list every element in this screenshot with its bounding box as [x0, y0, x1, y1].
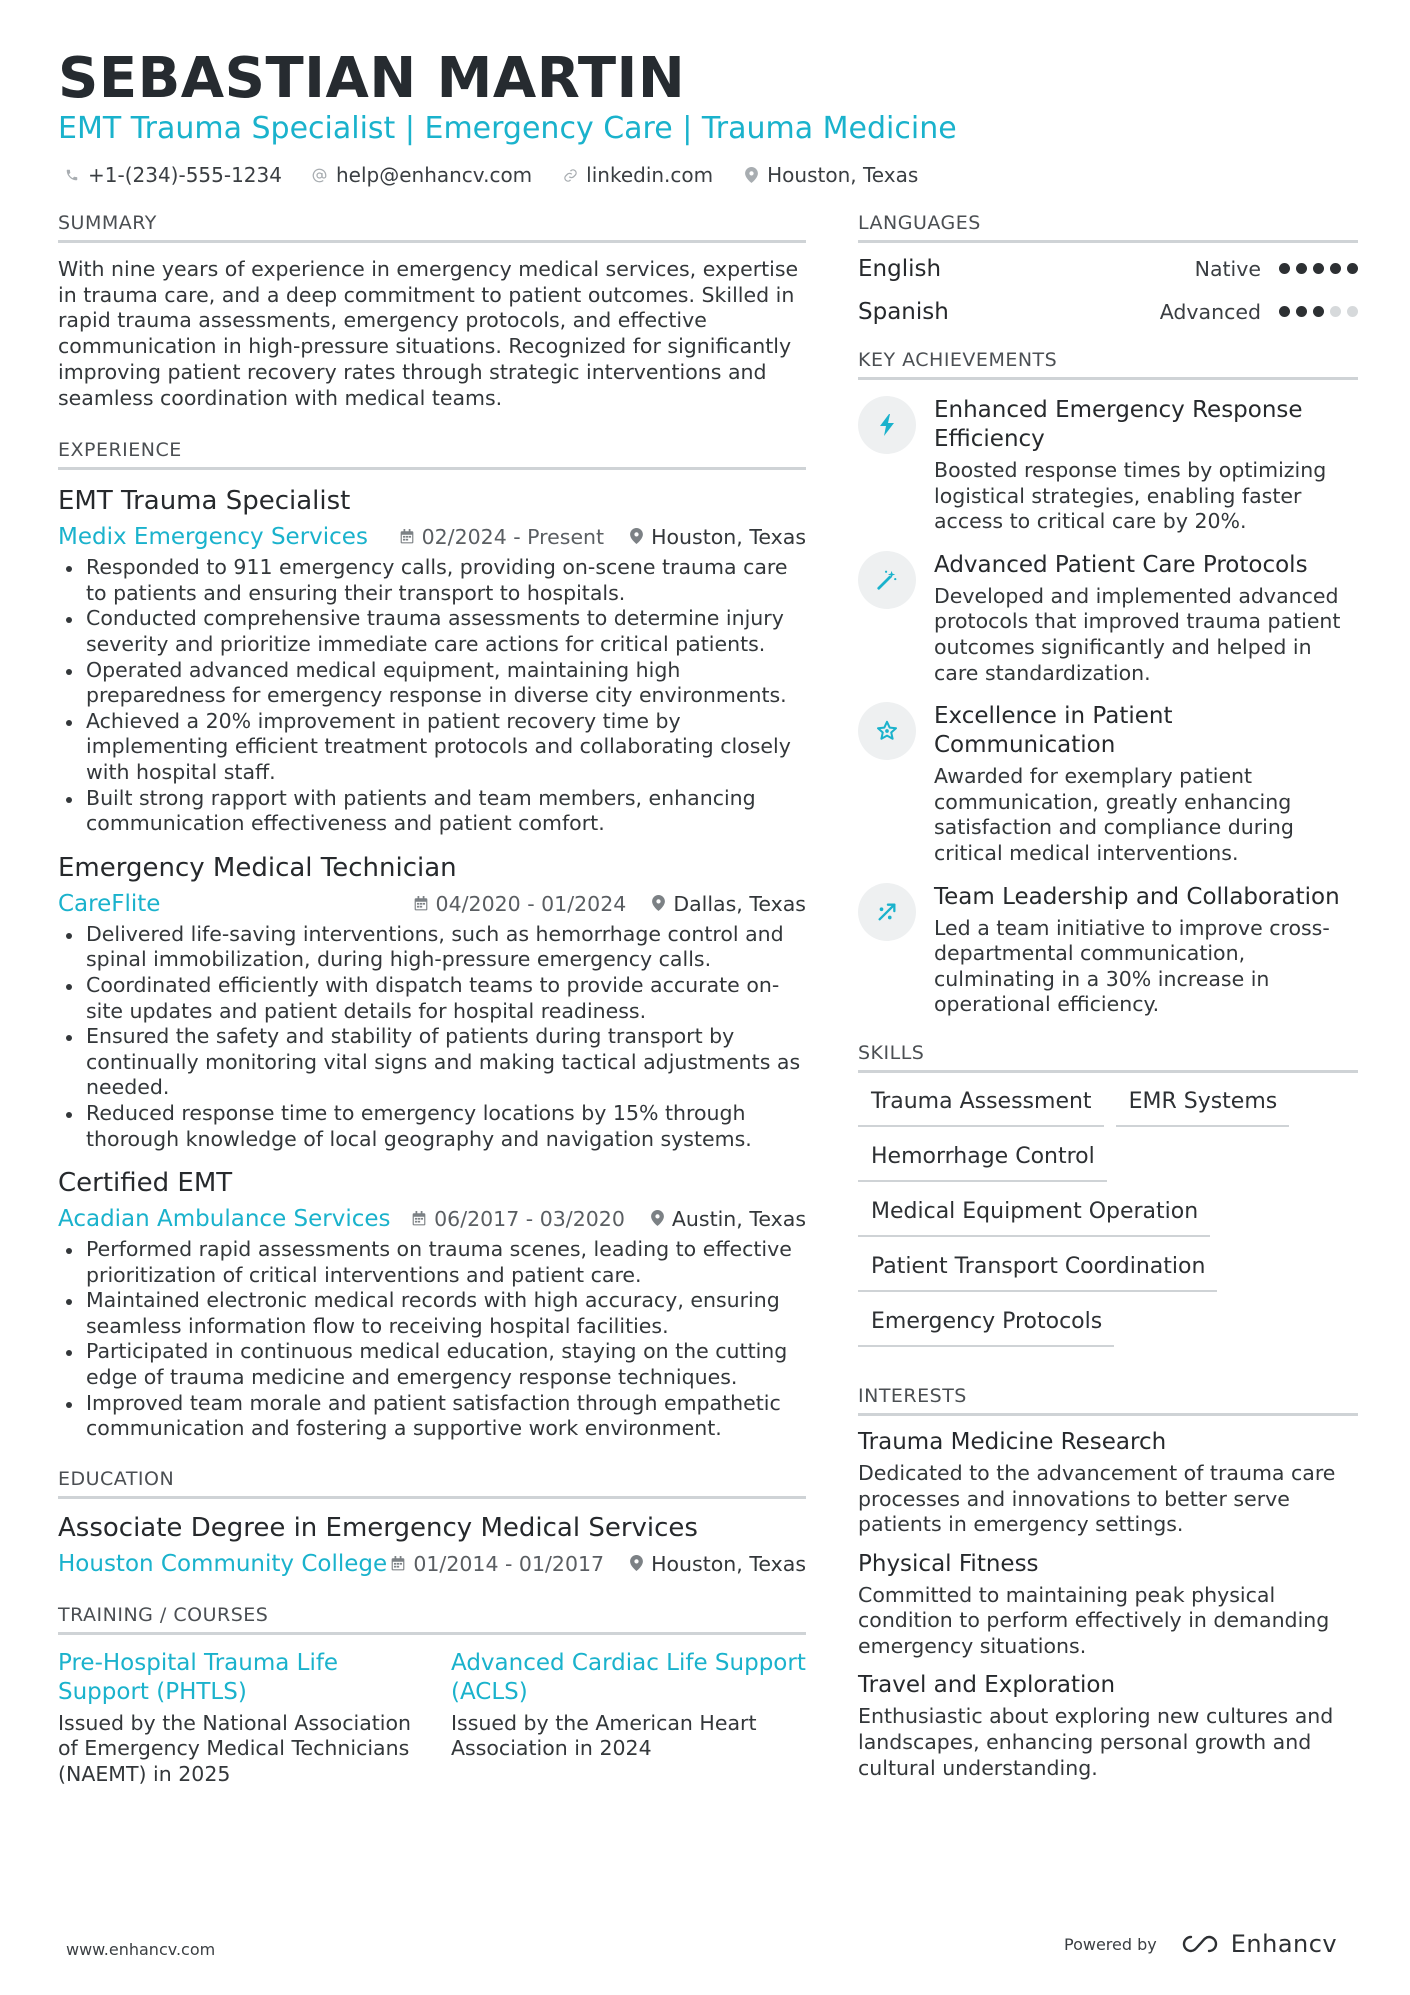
interest-title: Trauma Medicine Research: [858, 1428, 1167, 1455]
proficiency-dot-filled: [1296, 306, 1307, 317]
experience-heading: EXPERIENCE: [58, 437, 806, 470]
location-pin-icon: [652, 892, 665, 916]
course-item: [451, 1649, 806, 1788]
phone-text: +1-(234)-555-1234: [88, 163, 282, 187]
achievements-list: [858, 396, 1358, 1018]
job-bullet: Responded to 911 emergency calls, providing on-scene trauma care to patients and ensuring their transport to hospitals.: [58, 555, 806, 606]
job-bullet: Performed rapid assessments on trauma scenes, leading to effective prioritization of critical interventions and patient care.: [58, 1237, 806, 1288]
achievement-desc: Developed and implemented advanced protocols that improved trauma patient outcomes significantly and helped in care standardization.: [934, 583, 1341, 685]
education-location-text: Houston, Texas: [651, 1551, 806, 1576]
interest-desc: Enthusiastic about exploring new cultures and landscapes, enhancing personal growth and cultural understanding.: [858, 1704, 1334, 1780]
job-dates: [414, 892, 627, 916]
powered-by-label: Powered by: [1064, 1934, 1157, 1954]
school-name: Houston Community College: [58, 1550, 388, 1577]
education-entry: [58, 1511, 806, 1580]
proficiency-dot-filled: [1347, 263, 1358, 274]
skill-tag: Medical Equipment Operation: [858, 1197, 1210, 1237]
linkedin-text: linkedin.com: [586, 163, 714, 187]
contact-phone[interactable]: [64, 160, 282, 190]
star-icon: [858, 702, 916, 760]
summary-heading: SUMMARY: [58, 210, 806, 243]
education-meta: [58, 1548, 806, 1580]
skills-list: [858, 1087, 1358, 1347]
languages-heading: LANGUAGES: [858, 210, 1358, 243]
job-bullet: Reduced response time to emergency locations by 15% through thorough knowledge of local geography and navigation systems.: [58, 1101, 806, 1152]
achievement-desc: Awarded for exemplary patient communication, greatly enhancing satisfaction and compliance during critical medical interventions.: [934, 764, 1294, 865]
interest-title: Travel and Exploration: [858, 1672, 1116, 1699]
achievements-heading: KEY ACHIEVEMENTS: [858, 347, 1358, 380]
lightning-icon: [858, 396, 916, 454]
course-title: Advanced Cardiac Life Support (ACLS): [451, 1649, 806, 1705]
proficiency-dot-filled: [1296, 263, 1307, 274]
language-name: Spanish: [858, 298, 949, 325]
company-name: Acadian Ambulance Services: [58, 1206, 391, 1233]
language-level: Native: [1194, 256, 1261, 281]
company-name: Medix Emergency Services: [58, 524, 368, 551]
footer-site-link[interactable]: www.enhancv.com: [66, 1940, 216, 1959]
job-dates: [400, 525, 605, 549]
job-location: [652, 892, 806, 916]
job-location: [651, 1207, 806, 1231]
job-location-text: Austin, Texas: [671, 1207, 806, 1232]
proficiency-dot-empty: [1347, 306, 1358, 317]
phone-icon: [64, 167, 80, 183]
job-bullet: Participated in continuous medical education, staying on the cutting edge of trauma medicine and emergency response techniques.: [58, 1339, 806, 1390]
job-bullet: Conducted comprehensive trauma assessments to determine injury severity and prioritize immediate care actions for critical patients.: [58, 606, 806, 657]
proficiency-dots: [1279, 306, 1358, 317]
job-title: Certified EMT: [58, 1168, 233, 1199]
magic-wand-icon: [858, 551, 916, 609]
achievement-item: [858, 883, 1358, 1018]
job-bullet: Improved team morale and patient satisfaction through empathetic communication and fostering a supportive work environment.: [58, 1391, 806, 1442]
proficiency-dot-filled: [1313, 306, 1324, 317]
job-bullets: [58, 1237, 806, 1442]
contact-email[interactable]: [312, 160, 532, 190]
skill-tag: Trauma Assessment: [858, 1087, 1104, 1127]
training-list: [58, 1649, 806, 1788]
interest-desc: Dedicated to the advancement of trauma care processes and innovations to better serve patients in emergency settings.: [858, 1460, 1336, 1537]
achievement-desc: Boosted response times by optimizing logistical strategies, enabling faster access to critical care by 20%.: [934, 458, 1327, 534]
job-bullet: Delivered life-saving interventions, such as hemorrhage control and spinal immobilization, during high-pressure emergency calls.: [58, 922, 806, 973]
job-location-text: Dallas, Texas: [673, 891, 806, 916]
proficiency-dot-filled: [1279, 306, 1290, 317]
location-pin-icon: [651, 1207, 664, 1231]
course-title: Pre-Hospital Trauma Life Support (PHTLS): [58, 1649, 339, 1705]
job-dates-text: 06/2017 - 03/2020: [434, 1207, 625, 1232]
languages-list: [858, 247, 1358, 333]
skill-tag: EMR Systems: [1116, 1087, 1290, 1127]
achievement-title: Enhanced Emergency Response Efficiency: [934, 397, 1303, 452]
proficiency-dot-filled: [1313, 263, 1324, 274]
job-bullet: Operated advanced medical equipment, maintaining high preparedness for emergency response in diverse city environments.: [58, 658, 806, 709]
language-level: Advanced: [1159, 299, 1261, 324]
education-dates: [391, 1552, 604, 1576]
training-heading: TRAINING / COURSES: [58, 1602, 806, 1635]
summary-text: With nine years of experience in emergency medical services, expertise in trauma care, and a deep commitment to patient outcomes. Skilled in rapid trauma assessments, emergency protocols, and effective communication in high-pressure situations. Recognized for significantly improving patient recovery rates through strategic interventions and seamless coordination with medical teams.: [58, 257, 799, 410]
achievement-title: Team Leadership and Collaboration: [934, 883, 1340, 910]
job-location: [630, 525, 806, 549]
education-heading: EDUCATION: [58, 1466, 806, 1499]
job-bullets: [58, 922, 806, 1152]
interest-item: [858, 1671, 1358, 1781]
achievement-item: [858, 551, 1358, 686]
skills-heading: SKILLS: [858, 1040, 1358, 1073]
contact-bar: [64, 160, 918, 190]
location-pin-icon: [630, 525, 643, 549]
job-bullets: [58, 555, 806, 837]
job-entry: [58, 484, 806, 837]
email-text: help@enhancv.com: [335, 163, 533, 187]
education-dates-text: 01/2014 - 01/2017: [413, 1551, 605, 1576]
left-column: [58, 210, 806, 1788]
job-dates-text: 04/2020 - 01/2024: [435, 891, 627, 916]
job-bullet: Ensured the safety and stability of patients during transport by continually monitoring vital signs and making tactical adjustments as needed.: [58, 1024, 806, 1101]
job-location-text: Houston, Texas: [651, 525, 806, 550]
skill-tag: Hemorrhage Control: [858, 1142, 1107, 1182]
achievement-item: [858, 396, 1358, 535]
proficiency-dot-empty: [1330, 306, 1341, 317]
course-desc: Issued by the National Association of Emergency Medical Technicians (NAEMT) in 2025: [58, 1710, 412, 1787]
education-location: [630, 1552, 806, 1576]
interest-item: [858, 1550, 1358, 1660]
job-bullet: Maintained electronic medical records with high accuracy, ensuring seamless information flow to receiving hospital facilities.: [58, 1288, 806, 1339]
interests-list: [858, 1428, 1358, 1781]
job-entry: [58, 1166, 806, 1442]
language-row: [858, 247, 1358, 290]
contact-location: [743, 160, 918, 190]
job-title: EMT Trauma Specialist: [58, 486, 351, 517]
location-text: Houston, Texas: [767, 163, 919, 187]
skill-tag: Patient Transport Coordination: [858, 1252, 1217, 1292]
proficiency-dots: [1279, 263, 1358, 274]
enhancv-logo-text: Enhancv: [1230, 1930, 1338, 1958]
job-bullet: Achieved a 20% improvement in patient recovery time by implementing efficient treatment protocols and collaborating closely with hospital staff.: [58, 709, 806, 786]
company-name: CareFlite: [58, 890, 161, 917]
calendar-icon: [412, 1207, 426, 1231]
candidate-headline: EMT Trauma Specialist | Emergency Care | Trauma Medicine: [58, 111, 957, 146]
calendar-icon: [391, 1552, 405, 1576]
location-pin-icon: [743, 167, 759, 183]
job-entry: [58, 851, 806, 1152]
at-icon: [312, 167, 328, 183]
team-arrows-icon: [858, 883, 916, 941]
achievement-desc: Led a team initiative to improve cross-departmental communication, culminating in a 30% increase in operational efficiency.: [934, 915, 1330, 1017]
job-dates-text: 02/2024 - Present: [421, 525, 605, 550]
job-meta: [58, 521, 806, 553]
candidate-name: SEBASTIAN MARTIN: [58, 46, 686, 111]
interest-item: [858, 1428, 1358, 1538]
enhancv-logo-icon: [1179, 1933, 1223, 1955]
course-item: [58, 1649, 413, 1788]
job-bullet: Coordinated efficiently with dispatch teams to provide accurate on-site updates and patient details for hospital readiness.: [58, 973, 806, 1024]
skill-tag: Emergency Protocols: [858, 1307, 1114, 1347]
experience-list: [58, 484, 806, 1442]
course-desc: Issued by the American Heart Association in 2024: [451, 1710, 757, 1761]
proficiency-dot-filled: [1279, 263, 1290, 274]
language-row: [858, 290, 1358, 333]
enhancv-logo[interactable]: [1179, 1930, 1337, 1958]
interest-title: Physical Fitness: [858, 1550, 1039, 1577]
achievement-item: [858, 702, 1358, 866]
right-column: [858, 210, 1358, 1781]
language-name: English: [858, 255, 942, 282]
link-icon: [562, 167, 578, 183]
calendar-icon: [414, 892, 428, 916]
job-dates: [412, 1207, 625, 1231]
interest-desc: Committed to maintaining peak physical condition to perform effectively in demanding emergency situations.: [858, 1582, 1330, 1658]
job-title: Emergency Medical Technician: [58, 852, 457, 883]
proficiency-dot-filled: [1330, 263, 1341, 274]
degree-title: Associate Degree in Emergency Medical Services: [58, 1512, 698, 1543]
location-pin-icon: [630, 1552, 643, 1576]
job-meta: [58, 1203, 806, 1235]
achievement-title: Excellence in Patient Communication: [934, 703, 1173, 759]
contact-linkedin[interactable]: [562, 160, 713, 190]
interests-heading: INTERESTS: [858, 1383, 1358, 1416]
achievement-title: Advanced Patient Care Protocols: [934, 551, 1308, 578]
job-meta: [58, 888, 806, 920]
footer-branding: [1064, 1930, 1337, 1958]
calendar-icon: [400, 525, 414, 549]
job-bullet: Built strong rapport with patients and team members, enhancing communication effectiveness and patient comfort.: [58, 786, 806, 837]
